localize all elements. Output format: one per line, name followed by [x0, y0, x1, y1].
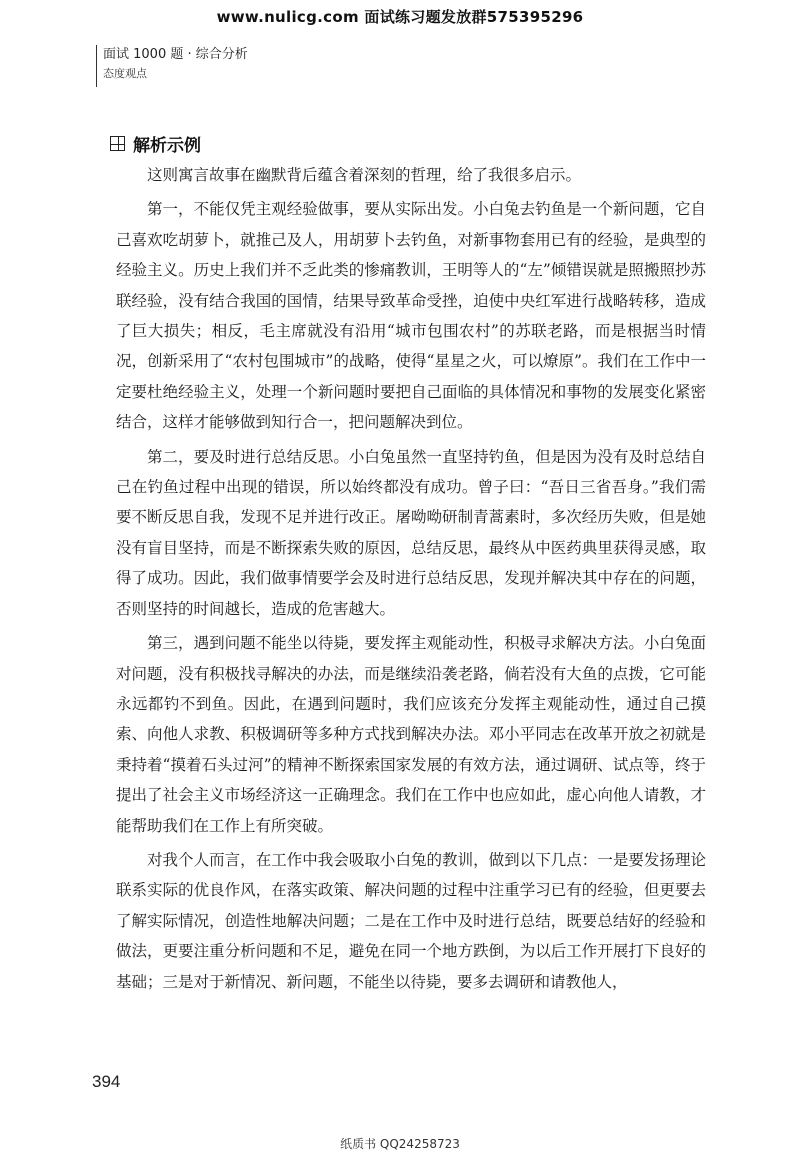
- paragraph-intro: 这则寓言故事在幽默背后蕴含着深刻的哲理，给了我很多启示。: [147, 166, 582, 184]
- section-title: 解析示例: [133, 136, 201, 156]
- page-number: 394: [92, 1072, 121, 1091]
- book-title: 面试 1000 题 · 综合分析: [103, 47, 248, 62]
- paragraph-personal: 对我个人而言，在工作中我会吸取小白兔的教训，做到以下几点：一是要发扬理论联系实际的优良作风，在落实政策、解决问题的过程中注重学习已有的经验，但更要去了解实际情况，创造性地解决问题；二是在工作中及时进行总结，既要总结好的经验和做法，更要注重分析问题和不足，避免在同一个地方跌倒，为以后工作开展打下良好的基础；三是对于新情况、新问题，不能坐以待毙，要多去调研和请教他人，: [116, 850, 706, 991]
- watermark-top: www.nulicg.com 面试练习题发放群575395296: [216, 8, 584, 26]
- body-text: [116, 160, 706, 997]
- paragraph-point-3: 第三，遇到问题不能坐以待毙，要发挥主观能动性，积极寻求解决方法。小白兔面对问题，没有积极找寻解决的办法，而是继续沿袭老路，倘若没有大鱼的点拨，它可能永远都钓不到鱼。因此，在遇到问题时，我们应该充分发挥主观能动性，通过自己摸索、向他人求教、积极调研等多种方式找到解决办法。邓小平同志在改革开放之初就是秉持着“摸着石头过河”的精神不断探索国家发展的有效方法，通过调研、试点等，终于提出了社会主义市场经济这一正确理念。我们在工作中也应如此，虚心向他人请教，才能帮助我们在工作上有所突破。: [116, 634, 706, 835]
- running-header: [96, 45, 248, 87]
- paragraph-point-1: 第一，不能仅凭主观经验做事，要从实际出发。小白兔去钓鱼是一个新问题，它自己喜欢吃胡萝卜，就推己及人，用胡萝卜去钓鱼，对新事物套用已有的经验，是典型的经验主义。历史上我们并不乏此类的惨痛教训，王明等人的“左”倾错误就是照搬照抄苏联经验，没有结合我国的国情，结果导致革命受挫，迫使中央红军进行战略转移，造成了巨大损失；相反，毛主席就没有沿用“城市包围农村”的苏联老路，而是根据当时情况，创新采用了“农村包围城市”的战略，使得“星星之火，可以燎原”。我们在工作中一定要杜绝经验主义，处理一个新问题时要把自己面临的具体情况和事物的发展变化紧密结合，这样才能够做到知行合一，把问题解决到位。: [116, 200, 706, 432]
- grid-box-icon: [110, 136, 125, 151]
- section-heading: [110, 131, 201, 156]
- watermark-bottom: 纸质书 QQ24258723: [340, 1137, 460, 1151]
- chapter-subtitle: 态度观点: [103, 67, 147, 80]
- paragraph-point-2: 第二，要及时进行总结反思。小白兔虽然一直坚持钓鱼，但是因为没有及时总结自己在钓鱼过程中出现的错误，所以始终都没有成功。曾子曰：“吾日三省吾身。”我们需要不断反思自我，发现不足并进行改正。屠呦呦研制青蒿素时，多次经历失败，但是她没有盲目坚持，而是不断探索失败的原因，总结反思，最终从中医药典里获得灵感，取得了成功。因此，我们做事情要学会及时进行总结反思，发现并解决其中存在的问题，否则坚持的时间越长，造成的危害越大。: [116, 447, 706, 618]
